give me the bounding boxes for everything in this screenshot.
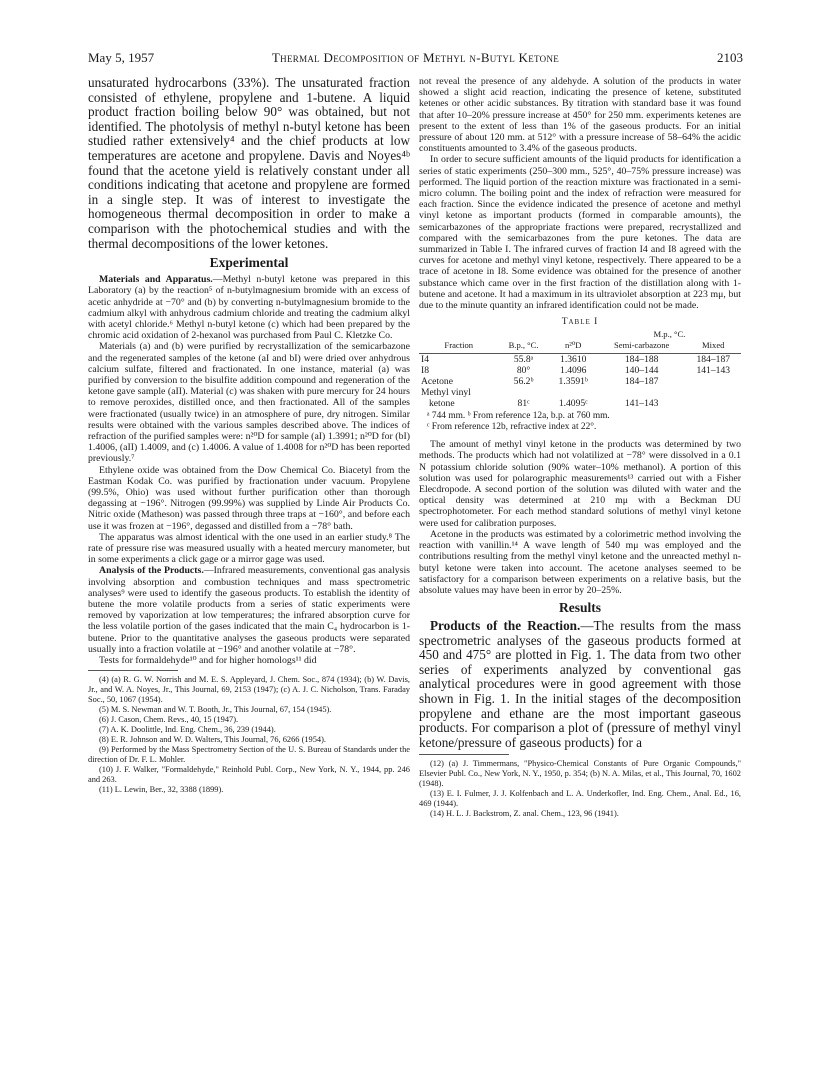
footnote: (9) Performed by the Mass Spectrometry Section of the U. S. Bureau of Standards under the direction of Dr. F. L. Mohler. xyxy=(88,745,410,765)
analysis-runin: Analysis of the Products. xyxy=(99,565,204,577)
footnote: (10) J. F. Walker, "Formaldehyde," Reinhold Publ. Corp., New York, N. Y., 1944, pp. 246 and 263. xyxy=(88,765,410,785)
footnote: (4) (a) R. G. W. Norrish and M. E. S. Appleyard, J. Chem. Soc., 874 (1934); (b) W. Davis, Jr., and W. A. Noyes, Jr., This Journal, 69, 2153 (1947); (c) A. J. C. Nicholson, Trans. Faraday Soc., 50, 1067 (1954). xyxy=(88,675,410,705)
aldehyde-paragraph: not reveal the presence of any aldehyde. A solution of the products in water showed a slight acid reaction, indicating the presence of ketene, substituted ketenes or other acidic substances. By titration with standard base it was found that after 10–20% pressure increase at 450° for 250 mm. experiments ketenes are present to the extent of less than 1% of the gaseous products. For an initial pressure of about 120 mm. at 512° with a pressure increase of 58–64% the acidic constituents amounted to 3.4% of the gaseous products. xyxy=(419,76,741,155)
table-caption: Table I xyxy=(561,317,599,328)
experimental-heading: Experimental xyxy=(209,255,289,271)
cell-bp: 55.8ᵃ xyxy=(513,354,534,366)
cell-n: 1.4095ᶜ xyxy=(558,398,588,410)
footnote: (12) (a) J. Timmermans, "Physico-Chemical Constants of Pure Organic Compounds," Elsevier Publ. Co., New York, N. Y., 1950, p. 354; (b) N. A. Milas, et al., This Journal, 70, 1602 (1948). xyxy=(419,759,741,789)
footnote: (8) E. R. Johnson and W. D. Walters, This Journal, 76, 6266 (1954). xyxy=(99,735,326,745)
issue-date: May 5, 1957 xyxy=(88,50,155,65)
reagents-paragraph: Ethylene oxide was obtained from the Dow Chemical Co. Biacetyl from the Eastman Kodak Co. was purified by fractionation under vacuum. Propylene (99.5%, Ohio) was used without further purification other than thorough degassing at −196°. Nitrogen (99.99%) was supplied by Linde Air Products Co. Nitric oxide (Matheson) was passed through three traps at −160°, and before each use it was frozen at −196°, degassed and distilled from a −78° bath. xyxy=(88,464,410,532)
table-note: ᶜ From reference 12b, refractive index at 22°. xyxy=(427,422,597,433)
col-header-bp: B.p., °C. xyxy=(498,329,548,354)
analysis-text: —Infrared measurements, conventional gas analysis involving absorption and combustion techniques and mass spectrometric analyses⁹ were used to identify the gaseous products. To establish the identity of butene the more volatile products from a series of static experiments were removed by vaporization at low temperatures; the infrared absorption curve for the less volatile portion of the gases indicated that the main C₄ hydrocarbon is 1-butene. Prior to the quantitative analyses the gaseous products were separated usually into a fraction volatile at −196° and another volatile at −78°. xyxy=(88,565,410,655)
cell-n xyxy=(549,387,598,398)
cell-mixed xyxy=(685,387,741,398)
cell-semi: 184–188 xyxy=(624,354,659,366)
footnote: (13) E. I. Fulmer, J. J. Kolfenbach and L. A. Underkofler, Ind. Eng. Chem., Anal. Ed., 16, 469 (1944). xyxy=(419,789,741,809)
intro-paragraph: unsaturated hydrocarbons (33%). The unsaturated fraction consisted of ethylene, propylene and 1-butene. A liquid product fraction boiling below 90° was obtained, but not identified. The photolysis of methyl n-butyl ketone has been studied rather extensively⁴ and the chief products at low temperatures are acetone and propylene. Davis and Noyes⁴ᵇ found that the acetone yield is relatively constant under all conditions indicating that acetone and propylene are formed in a single step. It was of interest to investigate the homogeneous thermal decomposition in order to make a comparison with the photochemical studies and with the thermal decompositions of the lower ketones. xyxy=(88,76,410,251)
results-text: —The results from the mass spectrometric analyses of the gaseous products formed at 450 and 475° are plotted in Fig. 1. The data from two other series of experiments analyzed by conventional gas analytical procedures were in good agreement with those shown in Fig. 1. In the initial stages of the decomposition propylene and ethane are the most important gaseous products. For comparison a plot of (pressure of methyl vinyl ketone/pressure of gaseous products) for a xyxy=(419,618,741,750)
cell-mixed: 184–187 xyxy=(696,354,731,366)
col-header-semicarbazone: Semi-carbazone xyxy=(598,340,686,354)
cell-semi: 141–143 xyxy=(624,398,659,410)
acetone-method-paragraph: Acetone in the products was estimated by a colorimetric method involving the reaction with vanillin.¹⁴ A wave length of 540 mμ was employed and the contributions resulting from the methyl vinyl ketone and the unreacted methyl n-butyl ketone were taken into account. The acetone analyses seemed to be satisfactory for a comparison between experiments on a relative basis, but the absolute values may have been in error by 20–25%. xyxy=(419,528,741,596)
footnote: (14) H. L. J. Backstrom, Z. anal. Chem., 123, 96 (1941). xyxy=(430,809,619,819)
cell-bp: 56.2ᵇ xyxy=(513,376,534,388)
cell-fraction: I8 xyxy=(421,365,429,377)
table-notes xyxy=(419,411,741,433)
liquid-products-paragraph: In order to secure sufficient amounts of the liquid products for identification a series of static experiments (250–300 mm., 525°, 40–75% pressure increase) was performed. The liquid portion of the reaction mixture was fractionated in a semi-micro column. The boiling point and the index of refraction were measured for each fraction. Since the evidence indicated the presence of acetone and methyl vinyl ketone as important products (formed in comparable amounts), the semicarbazones of the appropriate fractions were prepared, recrystallized and compared with the semicarbazones from the pure ketones. The data are summarized in Table I. The infrared curves of fraction I4 and I8 agreed with the curves for acetone and methyl vinyl ketone, respectively. There appeared to be a trace of acetone in I8. Some evidence was obtained for the presence of another substance which came over in the first fraction of the distillation along with 1-butene and acetone. It had a maximum in its ultraviolet absorption at 223 mμ, but due to the minute quantity an infrared identification could not be made. xyxy=(419,154,741,312)
cell-n: 1.3591ᵇ xyxy=(558,376,588,388)
cell-bp: 81ᶜ xyxy=(517,398,530,410)
table-row xyxy=(419,387,741,398)
cell-fraction: Methyl vinyl xyxy=(421,387,471,399)
page-number: 2103 xyxy=(717,50,743,65)
col-header-mixed: Mixed xyxy=(685,340,741,354)
footnote: (11) L. Lewin, Ber., 32, 3388 (1899). xyxy=(99,785,224,795)
apparatus-paragraph: The apparatus was almost identical with the one used in an earlier study.⁸ The rate of pressure rise was measured usually with a heated mercury manometer, but in some experiments a click gage or a mirror gage was used. xyxy=(88,531,410,566)
footnote: (6) J. Cason, Chem. Revs., 40, 15 (1947). xyxy=(99,715,239,725)
cell-mixed xyxy=(685,376,741,387)
running-header xyxy=(88,50,743,66)
table-row xyxy=(419,398,741,409)
cell-semi xyxy=(598,387,686,398)
footnote-divider xyxy=(88,670,178,671)
tests-paragraph: Tests for formaldehyde¹⁰ and for higher homologs¹¹ did xyxy=(99,655,317,667)
cell-fraction: ketone xyxy=(429,398,455,410)
results-heading: Results xyxy=(558,600,601,616)
results-paragraph xyxy=(419,619,741,750)
cell-bp xyxy=(498,387,548,398)
footnote: (7) A. K. Doolittle, Ind. Eng. Chem., 36, 239 (1944). xyxy=(99,725,276,735)
col-header-fraction: Fraction xyxy=(419,329,498,354)
cell-fraction: Acetone xyxy=(421,376,453,388)
cell-n: 1.3610 xyxy=(560,354,587,366)
left-column xyxy=(88,76,410,1051)
table-row xyxy=(419,354,741,366)
cell-n: 1.4096 xyxy=(560,365,587,377)
cell-semi: 184–187 xyxy=(624,376,659,388)
running-title: Thermal Decomposition of Methyl n-Butyl Ketone xyxy=(271,50,560,65)
cell-mixed: 141–143 xyxy=(696,365,731,377)
mvk-method-paragraph: The amount of methyl vinyl ketone in the products was determined by two methods. The products which had not volatilized at −78° were dissolved in a 0.1 N potassium chloride solution (90% water–10% methanol). A portion of this solution was used for polarographic measurements¹³ carried out with a Fisher Elecdropode. A second portion of the solution was diluted with water and the optical density was determined at 210 mμ with a Beckman DU spectrophotometer. For each method standard solutions of methyl vinyl ketone were used for calibration purposes. xyxy=(419,439,741,529)
col-header-refractive-index: n²⁰D xyxy=(549,329,598,354)
col-header-mp: M.p., °C. xyxy=(653,329,686,340)
cell-semi: 140–144 xyxy=(624,365,659,377)
purification-paragraph: Materials (a) and (b) were purified by recrystallization of the semicarbazone and the regenerated samples of the ketone (aI and bI) were dried over anhydrous calcium sulfate, filtered and fractionated. In one instance, material (a) was purified by conversion to the bisulfite addition compound and regeneration of the ketone gave sample (aII). Material (c) was shaken with pure mercury for 24 hours to remove peroxides, distilled once, and then fractionated. All of the samples were fractionated (usually twice) in an atmosphere of pure, dry nitrogen. Similar results were obtained with the various samples described above. The indices of refraction of the purified samples were: n²⁰D for sample (aI) 1.3991; n²⁰D for (bI) 1.4006, (aII) 1.4009, and (c) 1.4006. A value of 1.4008 for n²⁰D has been reported previously.⁷ xyxy=(88,341,410,465)
materials-paragraph xyxy=(88,274,410,341)
materials-runin: Materials and Apparatus. xyxy=(99,274,213,286)
table-note: ᵃ 744 mm. ᵇ From reference 12a, b.p. at 760 mm. xyxy=(427,411,610,422)
analysis-paragraph xyxy=(88,565,410,655)
footnote: (5) M. S. Newman and W. T. Booth, Jr., This Journal, 67, 154 (1945). xyxy=(99,705,332,715)
right-footnotes xyxy=(419,759,741,819)
table-row xyxy=(419,365,741,376)
cell-mixed xyxy=(685,398,741,409)
left-footnotes xyxy=(88,675,410,795)
table-i xyxy=(419,329,741,409)
materials-text: —Methyl n-butyl ketone was prepared in this Laboratory (a) by the reaction⁵ of n-butylmagnesium bromide with an excess of acetic anhydride at −70° and (b) by converting n-butylmagnesium bromide to the cadmium alkyl with anhydrous cadmium chloride and treating the cadmium alkyl with acetyl chloride.⁶ Methyl n-butyl ketone (c) which had been prepared by the chromic acid oxidation of 2-hexanol was purchased from Paul C. Kletzke Co. xyxy=(88,274,410,342)
results-runin: Products of the Reaction. xyxy=(430,618,581,634)
right-column xyxy=(419,76,741,1051)
table-row xyxy=(419,376,741,387)
cell-fraction: I4 xyxy=(421,354,429,366)
footnote-divider xyxy=(419,754,509,755)
cell-bp: 80° xyxy=(516,365,531,377)
